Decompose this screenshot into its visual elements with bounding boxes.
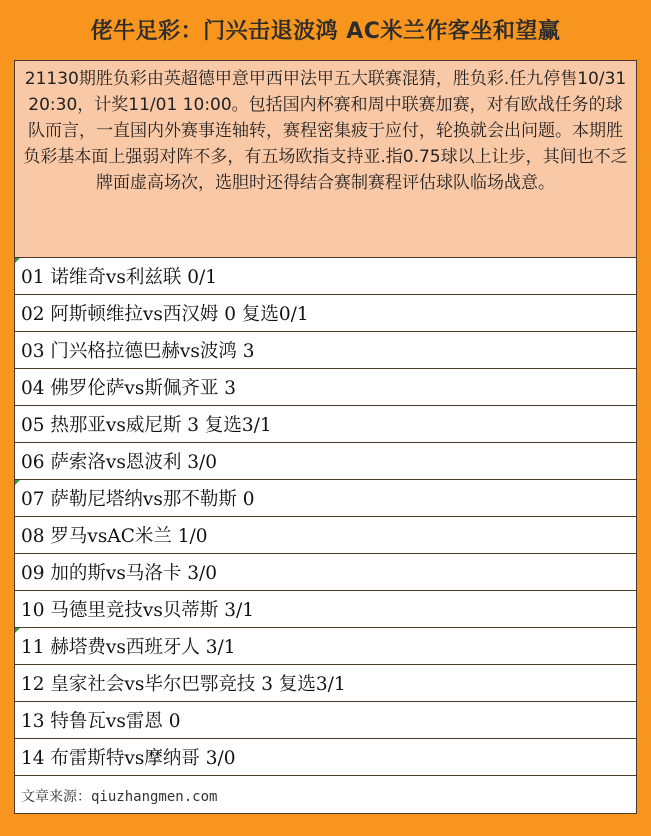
match-text: 03 门兴格拉德巴赫vs波鸿 3 [21,341,255,362]
match-row [15,739,636,776]
match-text: 08 罗马vsAC米兰 1/0 [21,526,208,547]
prediction-card [14,60,637,814]
match-row [15,480,636,517]
article-title: 佬牛足彩：门兴击退波鸿 AC米兰作客坐和望赢 [90,18,561,44]
match-row [15,702,636,739]
match-row [15,665,636,702]
match-text: 10 马德里竞技vs贝蒂斯 3/1 [21,600,255,621]
match-row [15,517,636,554]
corner-mark-icon [15,258,20,263]
match-text: 11 赫塔费vs西班牙人 3/1 [21,637,236,658]
corner-mark-icon [15,480,20,485]
match-text: 14 布雷斯特vs摩纳哥 3/0 [21,748,236,769]
match-row [15,628,636,665]
intro-paragraph: 21130期胜负彩由英超德甲意甲西甲法甲五大联赛混猜，胜负彩.任九停售10/31 20:30，计奖11/01 10:00。包括国内杯赛和周中联赛加赛，对有欧战任务的球队而言，一直国内外赛事连轴转，赛程密集疲于应付，轮换就会出问题。本期胜负彩基本面上强弱对阵不多，有五场欧指支持亚.指0.75球以上让步，其间也不乏牌面虚高场次，选胆时还得结合赛制赛程评估球队临场战意。 [15,61,636,258]
match-text: 01 诺维奇vs利兹联 0/1 [21,267,218,288]
match-text: 13 特鲁瓦vs雷恩 0 [21,711,181,732]
match-text: 02 阿斯顿维拉vs西汉姆 0 复选0/1 [21,304,309,325]
match-row [15,258,636,295]
match-text: 04 佛罗伦萨vs斯佩齐亚 3 [21,378,237,399]
match-row [15,554,636,591]
source-credit: 文章来源：qiuzhangmen.com [21,789,218,805]
match-row [15,591,636,628]
match-text: 05 热那亚vs威尼斯 3 复选3/1 [21,415,272,436]
corner-mark-icon [15,628,20,633]
match-text: 07 萨勒尼塔纳vs那不勒斯 0 [21,489,255,510]
match-text: 06 萨索洛vs恩波利 3/0 [21,452,218,473]
match-row [15,406,636,443]
match-text: 12 皇家社会vs毕尔巴鄂竞技 3 复选3/1 [21,674,346,695]
match-row [15,295,636,332]
match-row [15,332,636,369]
match-text: 09 加的斯vs马洛卡 3/0 [21,563,218,584]
match-row [15,369,636,406]
match-row [15,443,636,480]
